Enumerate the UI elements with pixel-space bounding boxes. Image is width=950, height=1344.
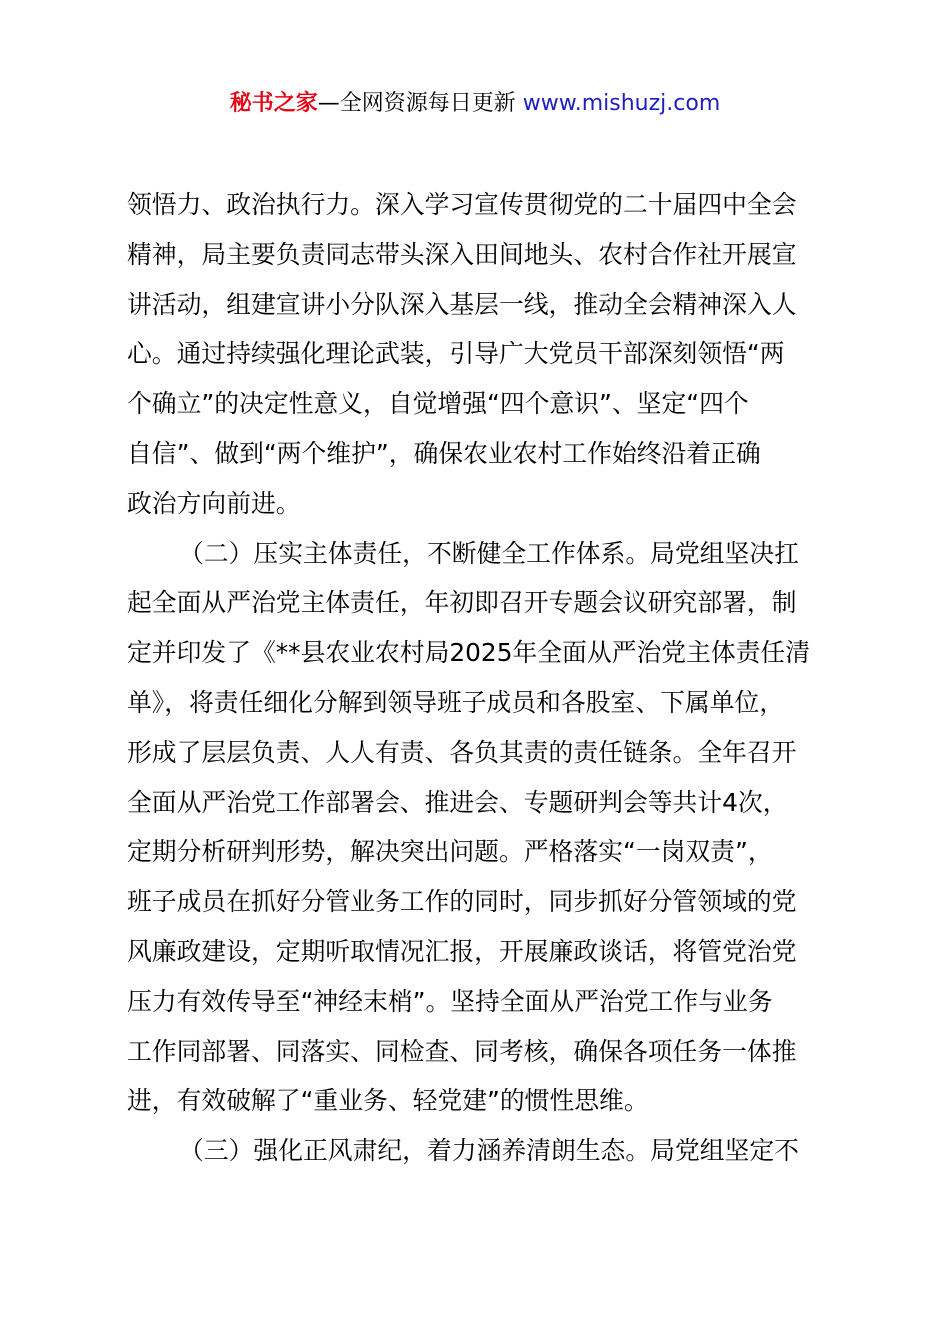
- text-line: 形成了层层负责、人人有责、各负其责的责任链条。全年召开: [127, 737, 797, 767]
- text-line: 单》，将责任细化分解到领导班子成员和各股室、下属单位，: [127, 687, 785, 717]
- header-tagline: —全网资源每日更新: [317, 91, 523, 116]
- document-body: [127, 180, 837, 1176]
- text-line: 领悟力、政治执行力。深入学习宣传贯彻党的二十届四中全会: [127, 190, 797, 219]
- text-line: 班子成员在抓好分管业务工作的同时，同步抓好分管领域的党: [127, 887, 797, 917]
- text-line: 定期分析研判形势，解决突出问题。严格落实“一岗双责”，: [127, 837, 773, 867]
- site-header: [0, 88, 950, 120]
- site-url-link[interactable]: www.mishuzj.com: [522, 91, 721, 116]
- text-line: 全面从严治党工作部署会、推进会、专题研判会等共计4次，: [127, 787, 788, 817]
- text-line: 压力有效传导至“神经末梢”。坚持全面从严治党工作与业务: [127, 986, 773, 1016]
- text-line: 起全面从严治党主体责任，年初即召开专题会议研究部署，制: [127, 588, 797, 618]
- text-line: 进，有效破解了“重业务、轻党建”的惯性思维。: [127, 1086, 649, 1116]
- brand-name: 秘书之家: [229, 91, 318, 116]
- text-line: 心。通过持续强化理论武装，引导广大党员干部深刻领悟“两: [127, 339, 785, 369]
- text-line: 讲活动，组建宣讲小分队深入基层一线，推动全会精神深入人: [127, 289, 797, 319]
- text-line: 政治方向前进。: [127, 488, 301, 518]
- text-line: 个确立”的决定性意义，自觉增强“四个意识”、坚定“四个: [127, 389, 749, 419]
- section-heading-line: （二）压实主体责任，不断健全工作体系。局党组坚决扛: [179, 538, 799, 568]
- text-line: 精神，局主要负责同志带头深入田间地头、农村合作社开展宣: [127, 239, 797, 269]
- text-line: 定并印发了《**县农业农村局2025年全面从严治党主体责任清: [127, 638, 811, 668]
- text-line: 工作同部署、同落实、同检查、同考核，确保各项任务一体推: [127, 1036, 797, 1066]
- text-line: 自信”、做到“两个维护”，确保农业农村工作始终沿着正确: [127, 438, 761, 468]
- text-line: 风廉政建设，定期听取情况汇报，开展廉政谈话，将管党治党: [127, 936, 797, 966]
- section-heading-line: （三）强化正风肃纪，着力涵养清朗生态。局党组坚定不: [179, 1136, 799, 1166]
